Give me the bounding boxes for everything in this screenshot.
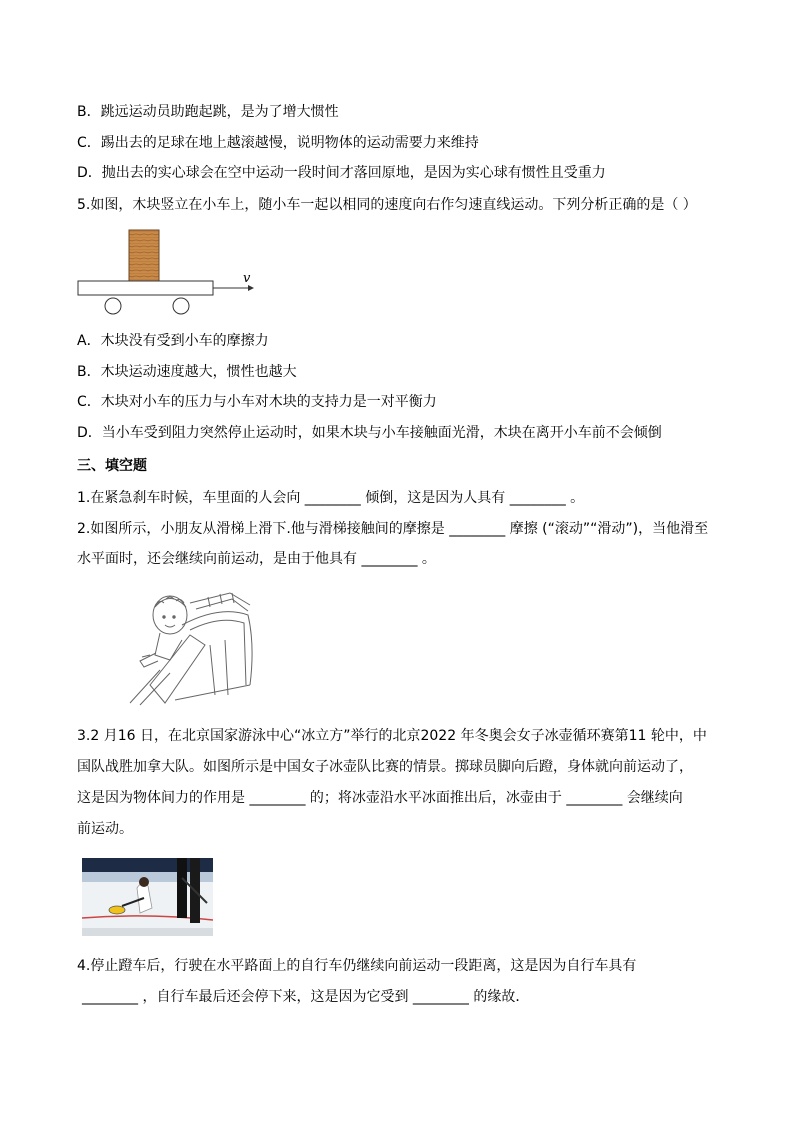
curling-photo [82, 858, 213, 936]
fill3-text-line3: 这是因为物体间力的作用是 ________ 的；将冰壶沿水平冰面推出后，冰壶由于 ________ 会继续向 [77, 790, 683, 806]
fill4-text-line1: 4.停止蹬车后，行驶在水平路面上的自行车仍继续向前运动一段距离，这是因为自行车具有 [77, 958, 637, 974]
cart-wheel-right [173, 298, 189, 314]
fill2-text-line1: 2.如图所示，小朋友从滑梯上滑下.他与滑梯接触间的摩擦是 ________ 摩擦 (“滚动”“滑动”)，当他滑至 [77, 521, 709, 537]
q4-option-d: D．抛出去的实心球会在空中运动一段时间才落回原地，是因为实心球有惯性且受重力 [77, 165, 606, 181]
cart-body [78, 281, 213, 295]
q4-option-b: B．跳远运动员助跑起跳，是为了增大惯性 [77, 104, 339, 120]
wooden-block [129, 230, 159, 281]
section-title: 三、填空题 [77, 458, 147, 474]
fill3-text-line2: 国队战胜加拿大队。如图所示是中国女子冰壶队比赛的情景。掷球员脚向后蹬，身体就向前运动了， [77, 759, 693, 775]
fill2-text-line2: 水平面时，还会继续向前运动，是由于他具有 ________ 。 [77, 551, 436, 567]
curling-stone [109, 906, 125, 914]
fill1-text: 1.在紧急刹车时候，车里面的人会向 ________ 倾倒，这是因为人具有 ________ 。 [77, 490, 585, 506]
fill3-text-line4: 前运动。 [77, 821, 133, 837]
q5-option-b: B．木块运动速度越大，惯性也越大 [77, 364, 297, 380]
cart-wheel-left [105, 298, 121, 314]
q5-stem: 5.如图，木块竖立在小车上，随小车一起以相同的速度向右作匀速直线运动。下列分析正确的是（ ） [77, 197, 697, 213]
velocity-label: v [243, 271, 251, 286]
q5-option-d: D．当小车受到阻力突然停止运动时，如果木块与小车接触面光滑，木块在离开小车前不会倾倒 [77, 425, 662, 441]
fill3-text-line1: 3.2 月16 日，在北京国家游泳中心“冰立方”举行的北京2022 年冬奥会女子冰壶循环赛第11 轮中，中 [77, 728, 707, 744]
q4-option-c: C．踢出去的足球在地上越滚越慢，说明物体的运动需要力来维持 [77, 135, 479, 151]
q5-option-c: C．木块对小车的压力与小车对木块的支持力是一对平衡力 [77, 394, 437, 410]
fill4-text-line2: ________ ，自行车最后还会停下来，这是因为它受到 ________ 的缘故． [82, 989, 530, 1005]
q5-option-a: A．木块没有受到小车的摩擦力 [77, 333, 269, 349]
slide-child-figure [120, 585, 260, 710]
cart-block-figure [76, 227, 260, 319]
